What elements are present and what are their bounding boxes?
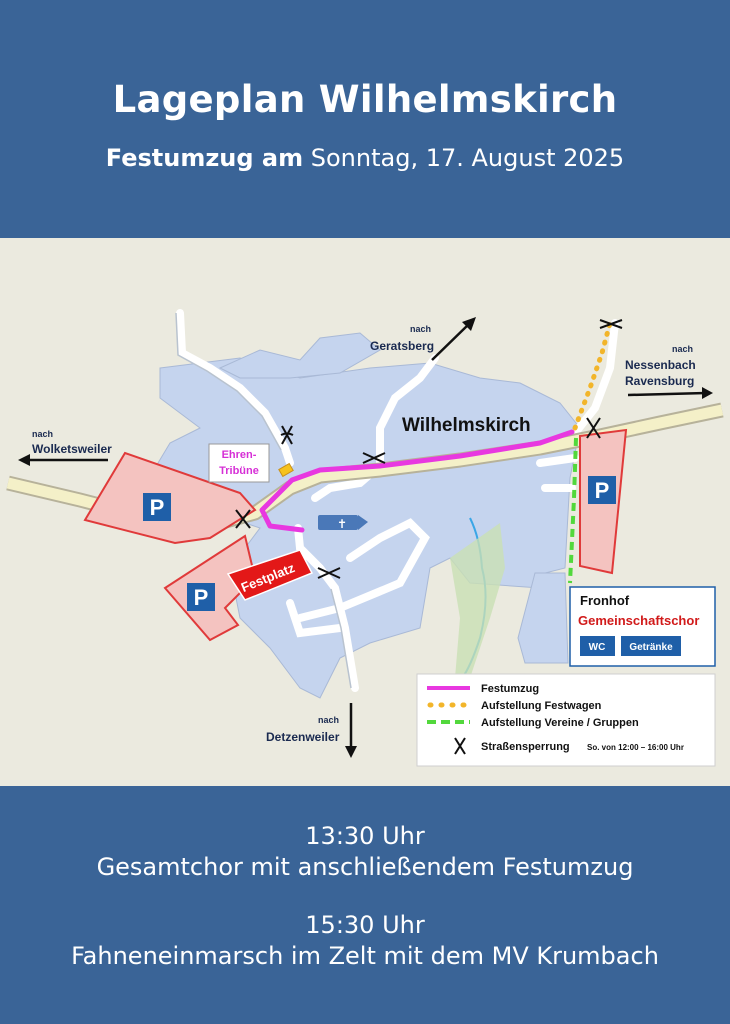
schedule-time-1: 13:30 Uhr	[305, 822, 425, 850]
schedule-event-1: Gesamtchor mit anschließendem Festumzug	[96, 853, 634, 881]
page-title: Lageplan Wilhelmskirch	[112, 78, 618, 121]
direction-wolketsweiler-name: Wolketsweiler	[32, 442, 112, 456]
subtitle-bold: Festumzug am	[105, 144, 304, 172]
header	[0, 0, 730, 238]
fronhof-subtitle: Gemeinschaftschor	[578, 613, 700, 628]
legend-festumzug: Festumzug	[481, 683, 540, 695]
arrow-nessenbach-icon	[628, 393, 706, 395]
svg-text:✝: ✝	[336, 517, 348, 531]
map-legend	[417, 674, 715, 766]
direction-detzenweiler-name: Detzenweiler	[266, 730, 340, 744]
tribune-label-2: Tribüne	[219, 465, 259, 477]
tribune-label-1: Ehren-	[221, 449, 257, 461]
direction-detzenweiler-small: nach	[318, 715, 340, 725]
parking-letter-east: P	[594, 478, 610, 503]
drinks-label: Getränke	[629, 642, 673, 653]
footer-schedule	[0, 786, 730, 1024]
village-name: Wilhelmskirch	[402, 415, 531, 436]
wc-label: WC	[588, 642, 606, 653]
festplatz-label: Festplatz	[238, 560, 297, 596]
schedule-event-2: Fahneneinmarsch im Zelt mit dem MV Krumbach	[71, 942, 659, 970]
legend-festwagen: Aufstellung Festwagen	[481, 700, 602, 712]
direction-nessenbach-name1: Nessenbach	[625, 358, 696, 372]
direction-detzenweiler	[266, 703, 357, 758]
arrow-geratsberg-icon	[432, 323, 470, 360]
page-subtitle	[0, 144, 730, 172]
legend-sperrung-time: So. von 12:00 – 16:00 Uhr	[587, 743, 684, 752]
schedule-time-2: 15:30 Uhr	[305, 911, 425, 939]
direction-geratsberg	[370, 317, 476, 360]
direction-geratsberg-small: nach	[410, 324, 432, 334]
direction-geratsberg-name: Geratsberg	[370, 339, 435, 353]
legend-sperrung: Straßensperrung	[481, 741, 570, 753]
parking-letter-south: P	[193, 585, 209, 610]
fronhof-box	[570, 587, 715, 666]
direction-wolketsweiler	[18, 429, 112, 466]
site-map	[0, 238, 730, 786]
direction-nessenbach-name2: Ravensburg	[625, 374, 695, 388]
parking-letter-west: P	[149, 495, 165, 520]
direction-nessenbach	[625, 344, 713, 399]
direction-wolketsweiler-small: nach	[32, 429, 54, 439]
map-canvas	[0, 238, 730, 786]
legend-vereine: Aufstellung Vereine / Gruppen	[481, 717, 639, 729]
subtitle-date: Sonntag, 17. August 2025	[303, 144, 625, 172]
fronhof-title: Fronhof	[580, 593, 630, 608]
direction-nessenbach-small: nach	[672, 344, 694, 354]
